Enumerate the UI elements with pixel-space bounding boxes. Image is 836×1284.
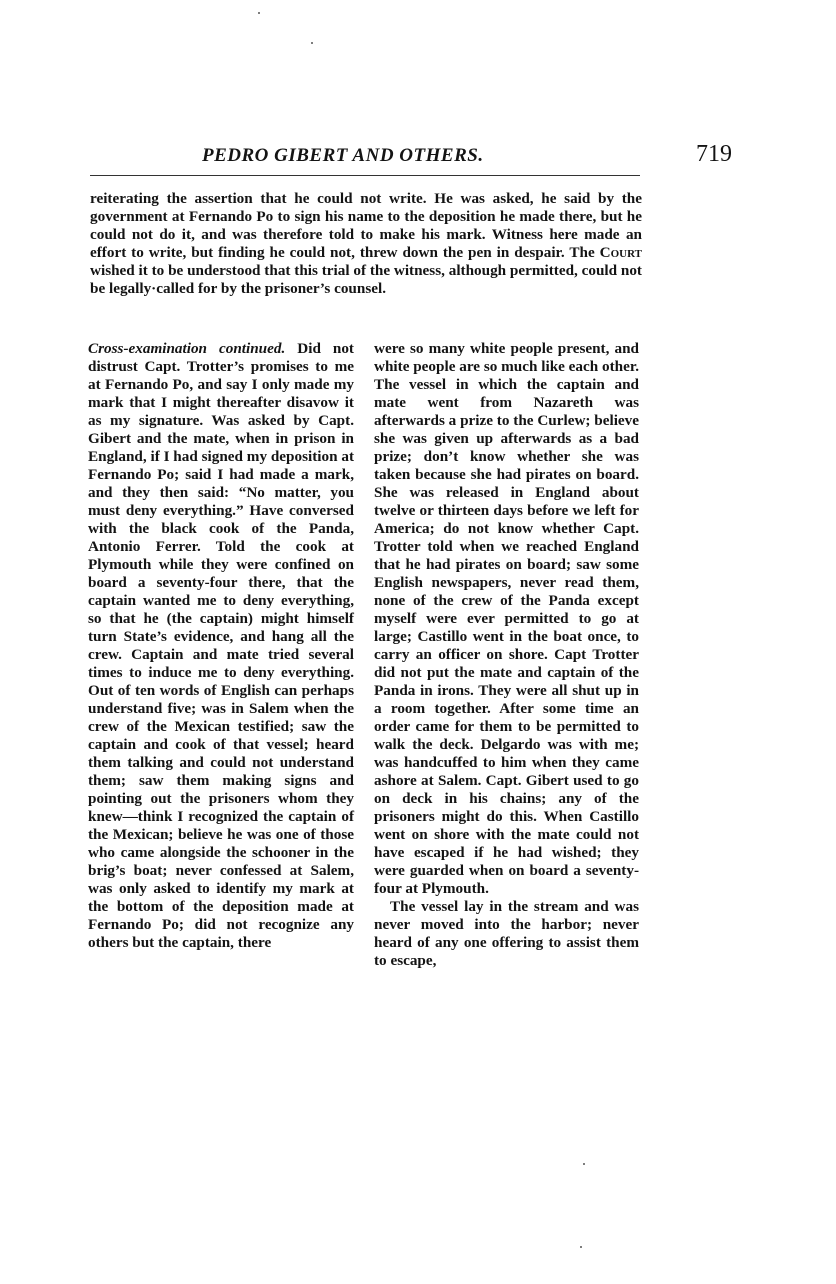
- scan-speck: [311, 42, 313, 44]
- page-header: [90, 141, 732, 173]
- scan-speck: [583, 1163, 585, 1165]
- right-column: [374, 340, 639, 970]
- court-word: Court: [599, 244, 642, 261]
- right-paragraph-1: were so many white people present, and white people are so much like each other. The vessel in which the captain and mate went from Nazareth was afterwards a prize to the Curlew; believe she was given up afterwards as a bad prize; don’t know whether she was taken because she had pirates on board. She was released in England about twelve or thirteen days before we left for America; do not know whether Capt. Trotter told when we reached England that he had pirates on board; saw some English newspapers, never read them, none of the crew of the Panda except myself were ever permitted to go at large; Castillo went in the boat once, to carry an officer on shore. Capt Trotter did not put the mate and captain of the Panda in irons. They were all shut up in a room together. After some time an order came for them to be permitted to walk the deck. Delgardo was with me; was handcuffed to him when they came ashore at Salem. Capt. Gibert used to go on deck in his chains; any of the prisoners might do this. When Castillo went on shore with the mate could not have escaped if he had wished; they were guarded when on board a seventy-four at Plymouth.: [374, 340, 639, 897]
- running-title: PEDRO GIBERT AND OTHERS.: [202, 145, 484, 166]
- left-column: [88, 340, 354, 952]
- intro-text-before: reiterating the assertion that he could not write. He was asked, he said by the government at Fernando Po to sign his name to the deposition he made there, but he could not do it, and was therefore told to make his mark. Witness here made an effort to write, but finding he could not, threw down the pen in despair. The: [90, 190, 642, 261]
- intro-paragraph: [90, 190, 642, 298]
- left-paragraph: [88, 340, 354, 952]
- header-rule: [90, 175, 640, 176]
- scan-speck: [580, 1246, 582, 1248]
- page-number: 719: [696, 141, 732, 167]
- right-paragraph-2: The vessel lay in the stream and was never moved into the harbor; never heard of any one offering to assist them to escape,: [374, 898, 639, 969]
- cross-examination-lead: Cross-examination continued.: [88, 340, 286, 357]
- left-paragraph-text: Did not distrust Capt. Trotter’s promises to me at Fernando Po, and say I only made my mark that I might thereafter disavow it as my signature. Was asked by Capt. Gibert and the mate, when in prison in England, if I had signed my deposition at Fernando Po; said I had made a mark, and they then said: “No matter, you must deny everything.” Have conversed with the black cook of the Panda, Antonio Ferrer. Told the cook at Plymouth while they were confined on board a seventy-four there, that the captain wanted me to deny everything, so that he (the captain) might himself turn State’s evidence, and hang all the crew. Captain and mate tried several times to induce me to deny everything. Out of ten words of English can perhaps understand five; was in Salem when the crew of the Mexican testified; saw the captain and cook of that vessel; heard them talking and could not understand them; saw them making signs and pointing out the prisoners whom they knew—think I recognized the captain of the Mexican; believe he was one of those who came alongside the schooner in the brig’s boat; never confessed at Salem, was only asked to identify my mark at the bottom of the deposition made at Fernando Po; did not recognize any others but the captain, there: [88, 340, 354, 951]
- intro-text-after: wished it to be understood that this trial of the witness, although permitted, could not be legally·called for by the prisoner’s counsel.: [90, 262, 642, 297]
- scan-speck: [258, 12, 260, 14]
